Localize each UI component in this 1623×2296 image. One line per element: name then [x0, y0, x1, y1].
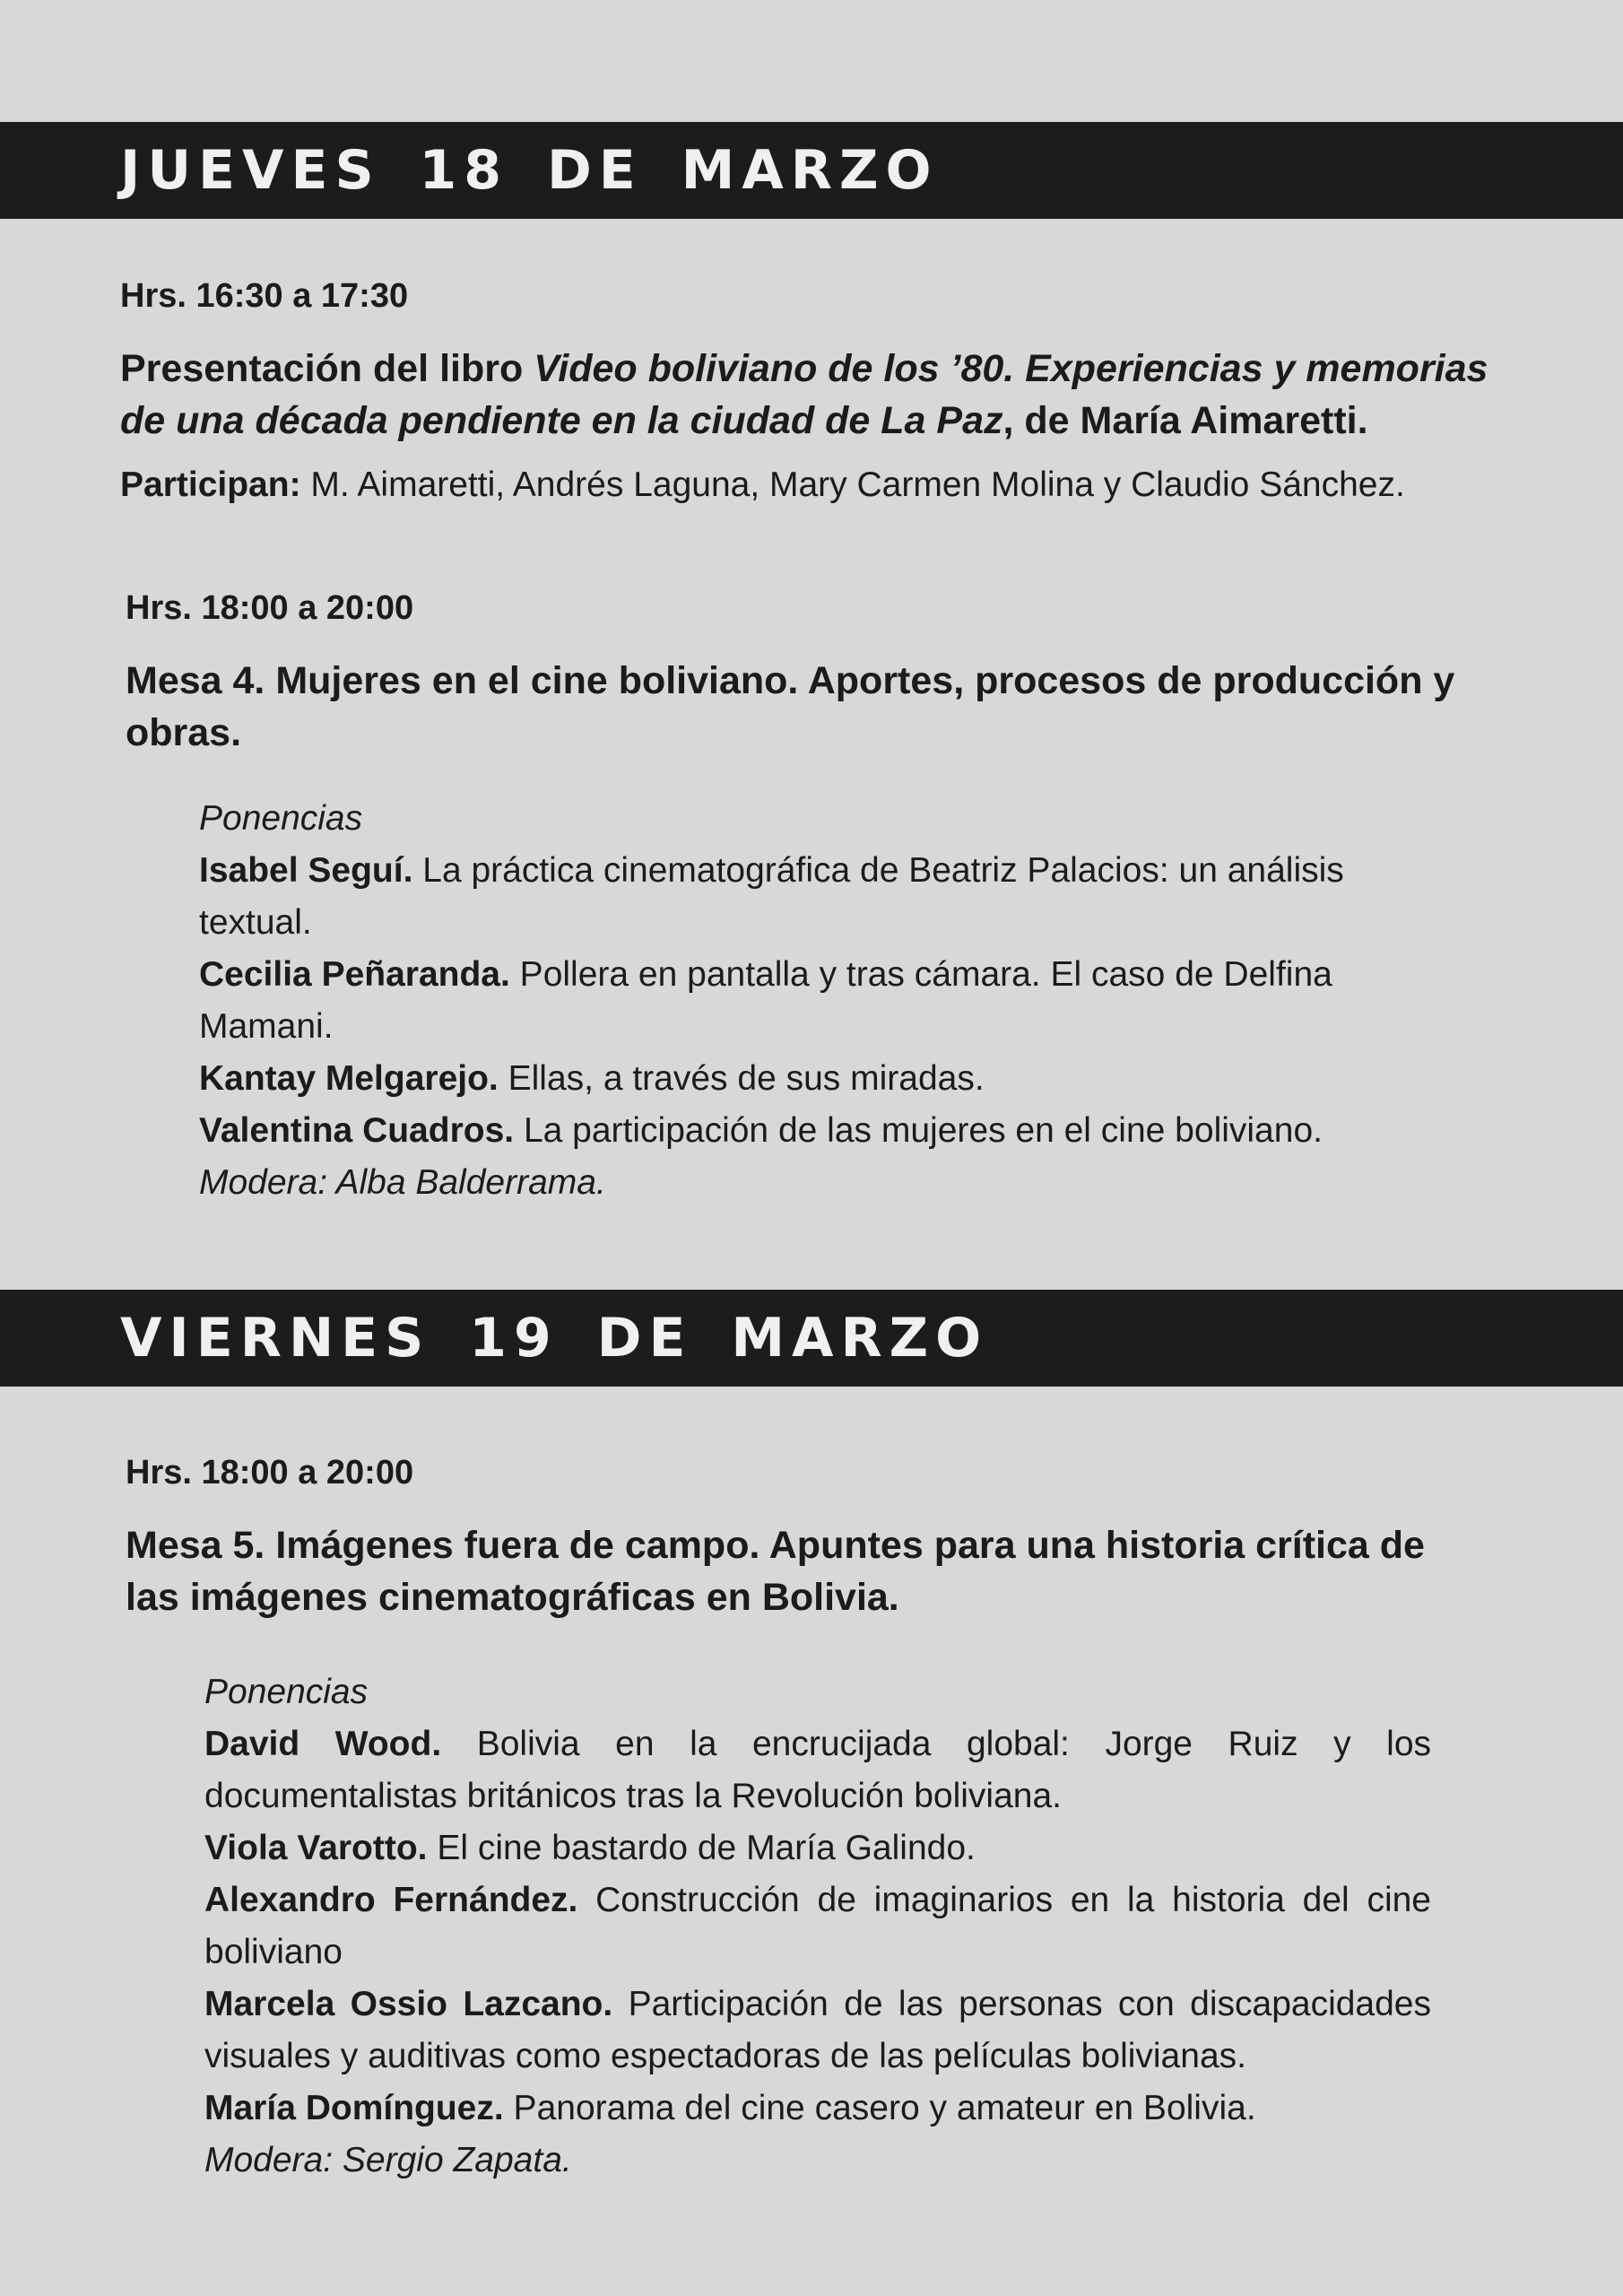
participants-list: M. Aimaretti, Andrés Laguna, Mary Carmen Molina y Claudio Sánchez.: [300, 465, 1405, 504]
day-title: JUEVES 18 DE MARZO: [120, 139, 939, 202]
talk-speaker: Kantay Melgarejo.: [199, 1059, 499, 1098]
talk-speaker: Isabel Seguí.: [199, 851, 413, 890]
moderator: Modera: Sergio Zapata.: [204, 2141, 572, 2179]
session-title: Mesa 4. Mujeres en el cine boliviano. Aportes, procesos de producción y obras.: [126, 659, 1455, 754]
session-title: Mesa 5. Imágenes fuera de campo. Apuntes para una historia crítica de las imágenes cinematográficas en Bolivia.: [126, 1524, 1425, 1619]
talk-topic: Participación de las personas con discapacidades visuales y auditivas como espectadoras de las películas bolivianas.: [204, 1985, 1431, 2075]
talk-speaker: Marcela Ossio Lazcano.: [204, 1985, 613, 2023]
ponencias-list-mesa-5: [204, 1666, 1431, 2187]
day-header-jueves: [0, 122, 1623, 219]
session-participants: [120, 459, 1519, 511]
session-title: [120, 343, 1519, 447]
title-suffix: , de María Aimaretti.: [1002, 399, 1368, 442]
day-title: VIERNES 19 DE MARZO: [120, 1307, 989, 1370]
talk-item: [204, 1874, 1431, 1979]
talk-item: [199, 845, 1454, 949]
talk-item: [204, 1718, 1431, 1822]
session-mesa-4: [126, 587, 1524, 759]
book-title: Video boliviano de los ’80. Experiencias y memorias de una década pendiente en la ciudad de La Paz: [120, 347, 1488, 442]
talk-speaker: Valentina Cuadros.: [199, 1111, 515, 1150]
talk-speaker: Alexandro Fernández.: [204, 1881, 578, 1919]
ponencias-label: Ponencias: [204, 1673, 369, 1711]
talk-speaker: María Domínguez.: [204, 2089, 504, 2127]
participants-label: Participan:: [120, 465, 301, 504]
talk-topic: La participación de las mujeres en el cine boliviano.: [514, 1111, 1323, 1150]
talk-item: [204, 2083, 1431, 2135]
session-book-presentation: [120, 274, 1519, 511]
talk-topic: La práctica cinematográfica de Beatriz Palacios: un análisis textual.: [199, 851, 1344, 942]
talk-speaker: Viola Varotto.: [204, 1829, 428, 1867]
session-time: Hrs. 18:00 a 20:00: [126, 589, 414, 627]
talk-item: [204, 1822, 1431, 1874]
talk-item: [199, 1105, 1454, 1157]
moderator: Modera: Alba Balderrama.: [199, 1163, 606, 1202]
talk-topic: Ellas, a través de sus miradas.: [498, 1059, 985, 1098]
session-time: Hrs. 18:00 a 20:00: [126, 1454, 414, 1492]
talk-item: [199, 949, 1454, 1053]
ponencias-label: Ponencias: [199, 799, 363, 838]
talk-speaker: David Wood.: [204, 1725, 442, 1763]
ponencias-list-mesa-4: [199, 793, 1454, 1209]
talk-item: [199, 1053, 1454, 1105]
talk-item: [204, 1979, 1431, 2083]
talk-topic: Panorama del cine casero y amateur en Bolivia.: [503, 2089, 1256, 2127]
talk-topic: El cine bastardo de María Galindo.: [427, 1829, 976, 1867]
title-prefix: Presentación del libro: [120, 347, 534, 390]
session-time: Hrs. 16:30 a 17:30: [120, 277, 409, 315]
day-header-viernes: [0, 1290, 1623, 1387]
talk-topic: Bolivia en la encrucijada global: Jorge Ruiz y los documentalistas británicos tras la Revolución boliviana.: [204, 1725, 1432, 1815]
talk-topic: Pollera en pantalla y tras cámara. El caso de Delfina Mamani.: [199, 955, 1332, 1046]
talk-topic: Construcción de imaginarios en la historia del cine boliviano: [204, 1881, 1431, 1971]
talk-speaker: Cecilia Peñaranda.: [199, 955, 510, 994]
session-mesa-5: [126, 1451, 1524, 1623]
